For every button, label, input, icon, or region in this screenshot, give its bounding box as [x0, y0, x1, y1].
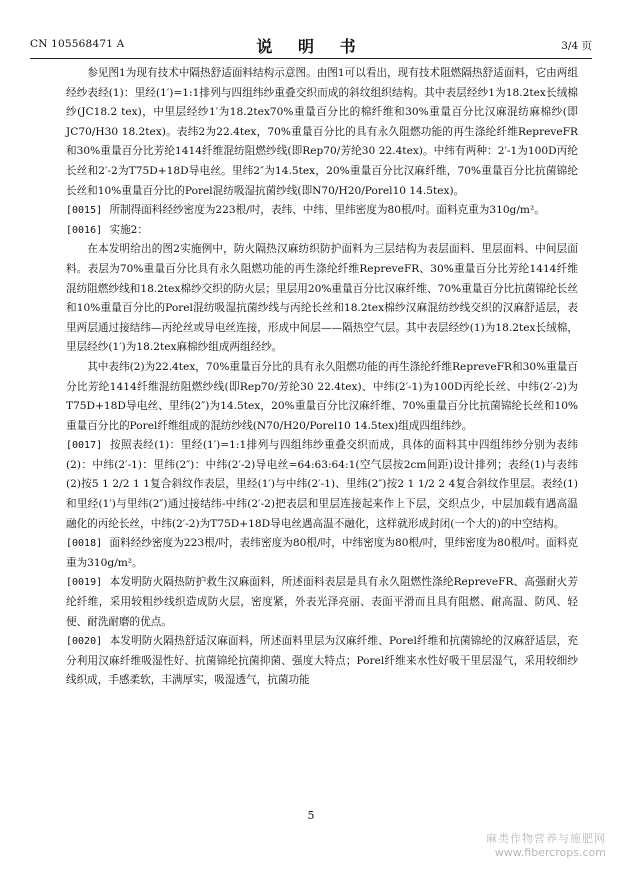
- paragraph-number: [0019]: [66, 577, 103, 589]
- doc-title: 说 明 书: [256, 37, 366, 56]
- page-header: [30, 34, 592, 56]
- section-heading: 实施2：: [109, 223, 149, 236]
- watermark: [486, 830, 606, 859]
- doc-number: CN 105568471 A: [30, 38, 125, 50]
- page-number: 5: [307, 809, 315, 822]
- paragraph-0020: [66, 632, 578, 691]
- watermark-url: www.fibercrops.com: [494, 846, 606, 859]
- paragraph-number: [0020]: [66, 636, 103, 648]
- paragraph-0015: [66, 201, 578, 221]
- paragraph-text: 其中表纬(2)为22.4tex，70%重量百分比的具有永久阻燃功能的再生涤纶纤维RepreveFR和30%重量百分比芳纶1414纤维混纺阻燃纱线(即Rep70/芳纶30 22.4tex)、中纬(2′-1)为100D丙纶长丝、中纬(2′-2)为T75D+18D导电丝、里纬(2″)为14.5tex，20%重量百分比汉麻纤维、70%重量百分比抗菌锦纶长丝和10%重量百分比的Porel纤维组成的混纺纱线(N70/H20/Porel10 14.5tex)组成四组纬纱。: [66, 360, 578, 432]
- paragraph-number: [0018]: [66, 538, 103, 550]
- paragraph-embodiment: [66, 240, 578, 358]
- paragraph-text: 参见图1为现有技术中隔热舒适面料结构示意图。由图1可以看出，现有技术阻燃隔热舒适面料，它由两组经纱表经(1)：里经(1′)=1:1排列与四组纬纱重叠交织而成的斜纹组织结构。其中表层经纱1为18.2tex长绒棉纱(JC18.2 tex)，中里层经纱1′为18.2tex70%重量百分比的棉纤维和30%重量百分比汉麻混纺麻棉纱(即JC70/H30 18.2tex)。表纬2为22.4tex，70%重量百分比的具有永久阻燃功能的再生涤纶纤维RepreveFR和30%重量百分比芳纶1414纤维混纺阻燃纱线(即Rep70/芳纶30 22.4tex)。中纬有两种：2′-1为100D丙纶长丝和2′-2为T75D+18D导电丝。里纬2″为14.5tex，20%重量百分比汉麻纤维，70%重量百分比抗菌锦纶长丝和10%重量百分比的Porel混纺吸湿抗菌纱线(即N70/H20/Porel10 14.5tex)。: [66, 67, 578, 197]
- paragraph-text: 本发明防火隔热舒适汉麻面料，所述面料里层为汉麻纤维、Porel纤维和抗菌锦纶的汉麻舒适层，充分利用汉麻纤维吸湿性好、抗菌锦纶抗菌抑菌、强度大特点；Porel纤维来水性好吸干里层湿气，采用较细纱线织成，手感柔软，丰满厚实，吸湿透气，抗菌功能: [66, 635, 579, 687]
- paragraph-0019: [66, 573, 578, 632]
- paragraph-0018: [66, 534, 578, 573]
- paragraph-text: 面料经纱密度为223根/吋，表纬密度为80根/吋，中纬密度为80根/吋，里纬密度为80根/吋。面料克重为310g/m²。: [66, 537, 578, 569]
- paragraph-number: [0016]: [66, 224, 103, 236]
- paragraph-number: [0015]: [66, 205, 103, 217]
- paragraph-text: 本发明防火隔热防护救生汉麻面料，所述面料表层是具有永久阻燃性涤纶RepreveFR、高强耐火芳纶纤维，采用较粗纱线织造成防火层，密度紧，外表光泽亮丽、表面平滑而且具有阻燃、耐高温、防风、轻便、耐洗耐磨的优点。: [66, 576, 578, 628]
- page-ref: 3/4 页: [561, 40, 592, 52]
- paragraph-continuation: [66, 64, 578, 201]
- paragraph-text: 所制得面料经纱密度为223根/吋，表纬、中纬、里纬密度为80根/吋。面料克重为310g/m²。: [109, 204, 545, 217]
- paragraph-text: 在本发明给出的图2实施例中，防火隔热汉麻纺织防护面料为三层结构为表层面料、里层面料、中间层面料。表层为70%重量百分比具有永久阻燃功能的再生涤纶纤维RepreveFR、30%重量百分比芳纶1414纤维混纺阻燃纱线和18.2tex棉纱交织的防火层；里层用20%重量百分比汉麻纤维、70%重量百分比抗菌锦纶长丝和10%重量百分比的Porel混纺吸湿抗菌纱线与丙纶长丝和18.2tex棉纱汉麻混纺纱线交织的汉麻舒适层，表里两层通过接结纬—丙纶丝或导电丝连接，形成中间层——隔热空气层。其中表层经纱(1)为18.2tex长绒棉，里层经纱(1′)为18.2tex麻棉纱组成两组经纱。: [66, 243, 578, 354]
- paragraph-0017: [66, 436, 578, 534]
- paragraph-weft: [66, 358, 578, 436]
- document-body: [66, 64, 578, 691]
- header-divider: [30, 58, 592, 59]
- paragraph-text: 按照表经(1)：里经(1′)=1:1排列与四组纬纱重叠交织而成，具体的面料其中四组纬纱分别为表纬(2)：中纬(2′-1)：里纬(2″)：中纬(2′-2)导电丝=64:63:64:1(空气层按2cm间距)设计排列；表经(1)与表纬(2)按5 1 2/2 1 1复合斜纹作表层，里经(1′)与中纬(2′-1)、里纬(2″)按2 1 1/2 2 4复合斜纹作里层。表经(1)和里经(1′)与里纬(2″)通过接结纬-中纬(2′-2)把表层和里层连接起来作上下层，交织点少，中层加载有遇高温融化的丙纶长丝，中纬(2′-2)为T75D+18D导电丝遇高温不融化，这样就形成封闭(一个大的)的中空结构。: [66, 439, 578, 530]
- paragraph-number: [0017]: [66, 440, 103, 452]
- paragraph-0016: [66, 221, 578, 241]
- watermark-title: 麻类作物营养与施肥网: [486, 832, 606, 845]
